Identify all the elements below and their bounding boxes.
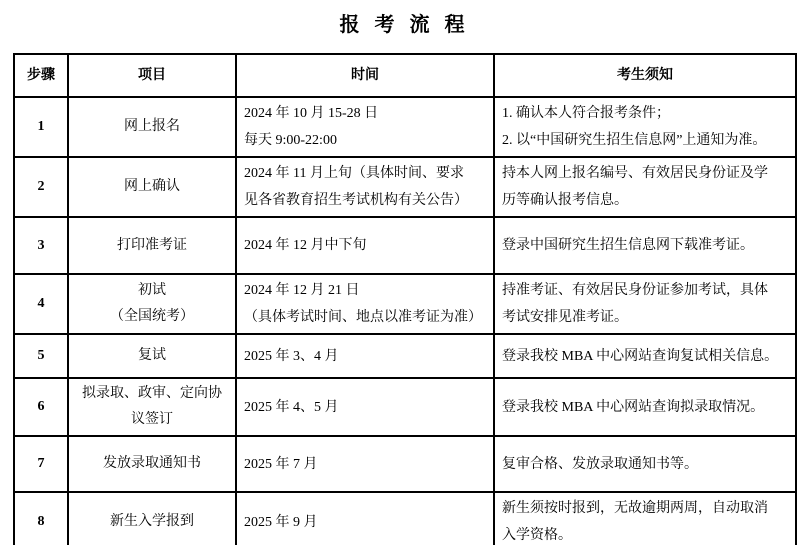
step-cell: 2: [14, 157, 68, 217]
notes-cell: 持本人网上报名编号、有效居民身份证及学 历等确认报考信息。: [494, 157, 796, 217]
header-cell-notes: 考生须知: [494, 54, 796, 97]
table-row: [14, 274, 796, 334]
time-cell: 2025 年 7 月: [236, 436, 494, 492]
application-process-table: [13, 53, 797, 545]
item-cell: 发放录取通知书: [68, 436, 236, 492]
table-row: [14, 97, 796, 157]
header-cell-item: 项目: [68, 54, 236, 97]
table-row: [14, 436, 796, 492]
time-cell: 2025 年 3、4 月: [236, 334, 494, 378]
table-row: [14, 492, 796, 545]
time-cell: 2025 年 9 月: [236, 492, 494, 545]
notes-cell: 登录中国研究生招生信息网下载准考证。: [494, 217, 796, 274]
item-cell: 新生入学报到: [68, 492, 236, 545]
item-cell: 拟录取、政审、定向协 议签订: [68, 378, 236, 436]
notes-cell: 登录我校 MBA 中心网站查询复试相关信息。: [494, 334, 796, 378]
notes-cell: 新生须按时报到，无故逾期两周，自动取消 入学资格。: [494, 492, 796, 545]
item-cell: 复试: [68, 334, 236, 378]
time-cell: 2024 年 11 月上旬（具体时间、要求 见各省教育招生考试机构有关公告）: [236, 157, 494, 217]
time-cell: 2024 年 10 月 15-28 日 每天 9:00-22:00: [236, 97, 494, 157]
item-cell: 网上报名: [68, 97, 236, 157]
step-cell: 1: [14, 97, 68, 157]
step-cell: 7: [14, 436, 68, 492]
item-cell: 打印准考证: [68, 217, 236, 274]
time-cell: 2024 年 12 月中下旬: [236, 217, 494, 274]
notes-cell: 1. 确认本人符合报考条件； 2. 以“中国研究生招生信息网”上通知为准。: [494, 97, 796, 157]
table-row: [14, 217, 796, 274]
table-row: [14, 157, 796, 217]
step-cell: 4: [14, 274, 68, 334]
header-cell-step: 步骤: [14, 54, 68, 97]
time-cell: 2025 年 4、5 月: [236, 378, 494, 436]
table-row: [14, 334, 796, 378]
notes-cell: 复审合格、发放录取通知书等。: [494, 436, 796, 492]
time-cell: 2024 年 12 月 21 日 （具体考试时间、地点以准考证为准）: [236, 274, 494, 334]
table-header-row: [14, 54, 796, 97]
step-cell: 5: [14, 334, 68, 378]
table-row: [14, 378, 796, 436]
step-cell: 3: [14, 217, 68, 274]
notes-cell: 登录我校 MBA 中心网站查询拟录取情况。: [494, 378, 796, 436]
step-cell: 8: [14, 492, 68, 545]
header-cell-time: 时间: [236, 54, 494, 97]
notes-cell: 持准考证、有效居民身份证参加考试，具体 考试安排见准考证。: [494, 274, 796, 334]
page-title: 报 考 流 程: [339, 14, 467, 36]
step-cell: 6: [14, 378, 68, 436]
item-cell: 网上确认: [68, 157, 236, 217]
item-cell: 初试 （全国统考）: [68, 274, 236, 334]
